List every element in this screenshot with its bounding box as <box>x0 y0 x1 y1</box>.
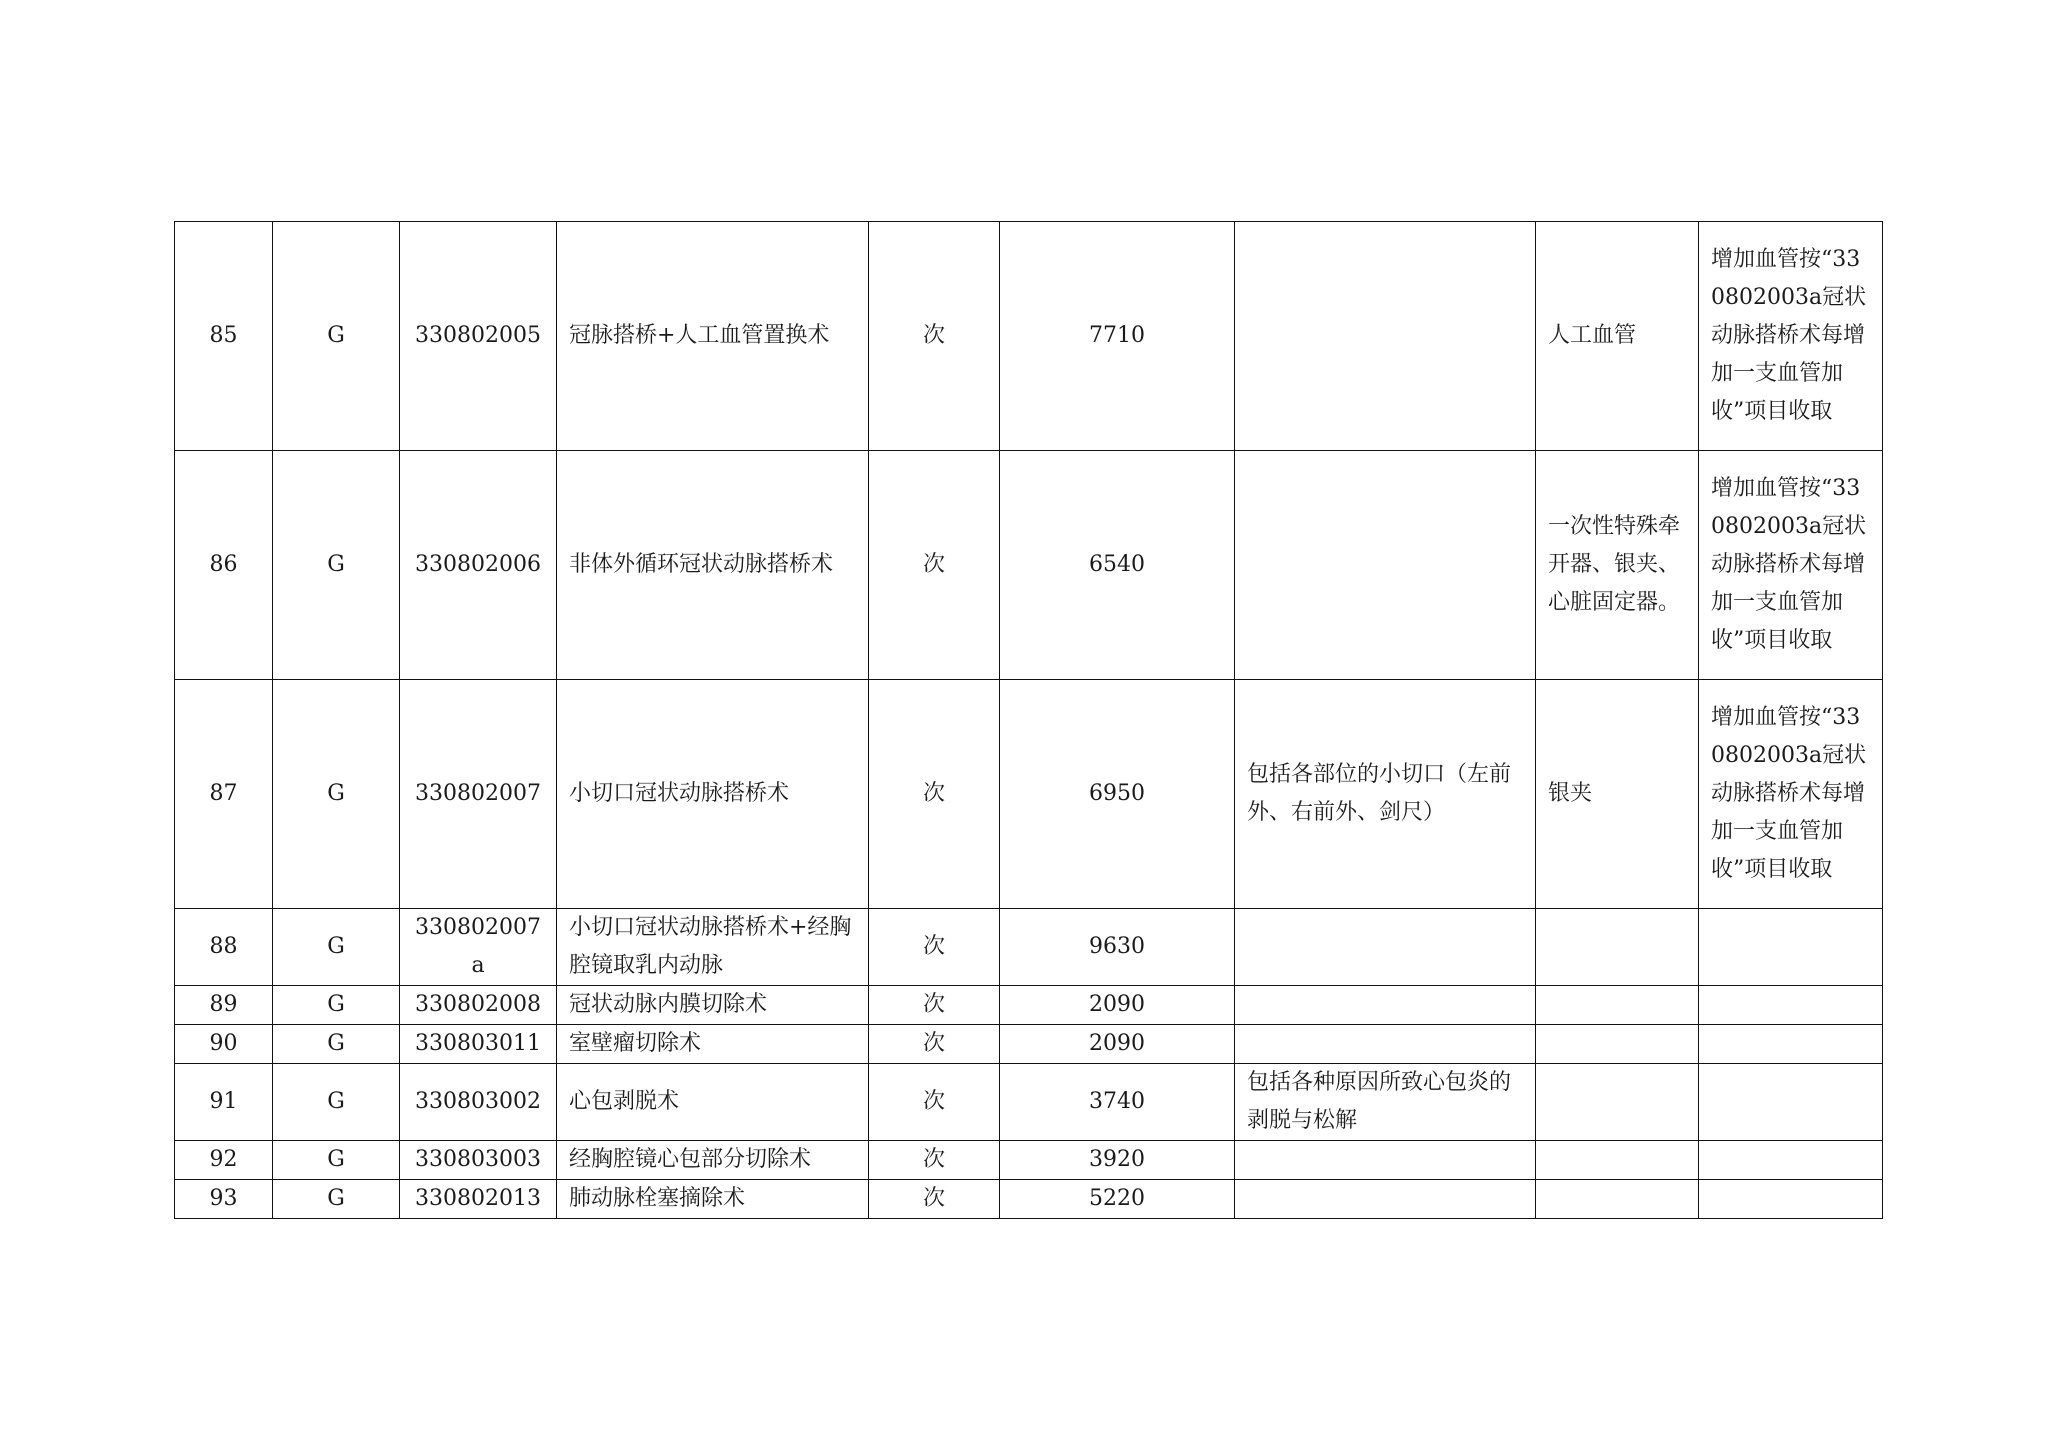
item-code: 330803011 <box>400 1025 557 1064</box>
item-code: 330802007 <box>400 680 557 909</box>
item-notes: 增加血管按“330802003a冠状动脉搭桥术每增加一支血管加收”项目收取 <box>1699 222 1883 451</box>
pricing-unit: 次 <box>869 909 1000 986</box>
table-row <box>175 1025 1883 1064</box>
table-row <box>175 451 1883 680</box>
price: 7710 <box>1000 222 1235 451</box>
item-name: 小切口冠状动脉搭桥术+经胸腔镜取乳内动脉 <box>557 909 869 986</box>
row-number: 93 <box>175 1180 273 1219</box>
excluded-items <box>1536 1141 1699 1180</box>
item-content <box>1235 986 1536 1025</box>
item-name: 小切口冠状动脉搭桥术 <box>557 680 869 909</box>
excluded-items <box>1536 1064 1699 1141</box>
category-code: G <box>273 680 400 909</box>
item-code: 330802008 <box>400 986 557 1025</box>
item-name: 肺动脉栓塞摘除术 <box>557 1180 869 1219</box>
row-number: 90 <box>175 1025 273 1064</box>
item-code: 330802007a <box>400 909 557 986</box>
item-code: 330803002 <box>400 1064 557 1141</box>
price: 5220 <box>1000 1180 1235 1219</box>
price: 6540 <box>1000 451 1235 680</box>
pricing-unit: 次 <box>869 1180 1000 1219</box>
price: 2090 <box>1000 1025 1235 1064</box>
item-notes: 增加血管按“330802003a冠状动脉搭桥术每增加一支血管加收”项目收取 <box>1699 680 1883 909</box>
excluded-items: 一次性特殊牵开器、银夹、心脏固定器。 <box>1536 451 1699 680</box>
table-row <box>175 1141 1883 1180</box>
row-number: 87 <box>175 680 273 909</box>
row-number: 89 <box>175 986 273 1025</box>
item-notes <box>1699 909 1883 986</box>
row-number: 88 <box>175 909 273 986</box>
category-code: G <box>273 986 400 1025</box>
item-name: 非体外循环冠状动脉搭桥术 <box>557 451 869 680</box>
item-code: 330802013 <box>400 1180 557 1219</box>
item-notes <box>1699 1025 1883 1064</box>
table-row <box>175 222 1883 451</box>
pricing-unit: 次 <box>869 1064 1000 1141</box>
excluded-items <box>1536 1025 1699 1064</box>
item-notes <box>1699 1180 1883 1219</box>
item-name: 心包剥脱术 <box>557 1064 869 1141</box>
item-notes <box>1699 986 1883 1025</box>
price: 2090 <box>1000 986 1235 1025</box>
item-name: 冠状动脉内膜切除术 <box>557 986 869 1025</box>
pricing-unit: 次 <box>869 451 1000 680</box>
category-code: G <box>273 1180 400 1219</box>
excluded-items: 人工血管 <box>1536 222 1699 451</box>
item-content: 包括各种原因所致心包炎的剥脱与松解 <box>1235 1064 1536 1141</box>
price: 3740 <box>1000 1064 1235 1141</box>
excluded-items <box>1536 986 1699 1025</box>
item-code: 330802006 <box>400 451 557 680</box>
item-content: 包括各部位的小切口（左前外、右前外、剑尺） <box>1235 680 1536 909</box>
item-content <box>1235 451 1536 680</box>
pricing-unit: 次 <box>869 1025 1000 1064</box>
pricing-unit: 次 <box>869 680 1000 909</box>
fee-schedule-table <box>174 221 1883 1219</box>
item-notes <box>1699 1064 1883 1141</box>
item-notes <box>1699 1141 1883 1180</box>
item-code: 330802005 <box>400 222 557 451</box>
item-content <box>1235 909 1536 986</box>
item-content <box>1235 1025 1536 1064</box>
table-row <box>175 1180 1883 1219</box>
category-code: G <box>273 1064 400 1141</box>
category-code: G <box>273 451 400 680</box>
table-row <box>175 909 1883 986</box>
excluded-items: 银夹 <box>1536 680 1699 909</box>
excluded-items <box>1536 909 1699 986</box>
pricing-unit: 次 <box>869 1141 1000 1180</box>
table-row <box>175 986 1883 1025</box>
pricing-unit: 次 <box>869 222 1000 451</box>
row-number: 85 <box>175 222 273 451</box>
item-content <box>1235 1141 1536 1180</box>
item-content <box>1235 222 1536 451</box>
item-notes: 增加血管按“330802003a冠状动脉搭桥术每增加一支血管加收”项目收取 <box>1699 451 1883 680</box>
price: 6950 <box>1000 680 1235 909</box>
category-code: G <box>273 1141 400 1180</box>
row-number: 86 <box>175 451 273 680</box>
row-number: 92 <box>175 1141 273 1180</box>
item-name: 室壁瘤切除术 <box>557 1025 869 1064</box>
table-row <box>175 1064 1883 1141</box>
row-number: 91 <box>175 1064 273 1141</box>
pricing-unit: 次 <box>869 986 1000 1025</box>
item-code: 330803003 <box>400 1141 557 1180</box>
item-name: 经胸腔镜心包部分切除术 <box>557 1141 869 1180</box>
category-code: G <box>273 222 400 451</box>
excluded-items <box>1536 1180 1699 1219</box>
category-code: G <box>273 909 400 986</box>
category-code: G <box>273 1025 400 1064</box>
table-row <box>175 680 1883 909</box>
item-content <box>1235 1180 1536 1219</box>
price: 9630 <box>1000 909 1235 986</box>
item-name: 冠脉搭桥+人工血管置换术 <box>557 222 869 451</box>
price: 3920 <box>1000 1141 1235 1180</box>
